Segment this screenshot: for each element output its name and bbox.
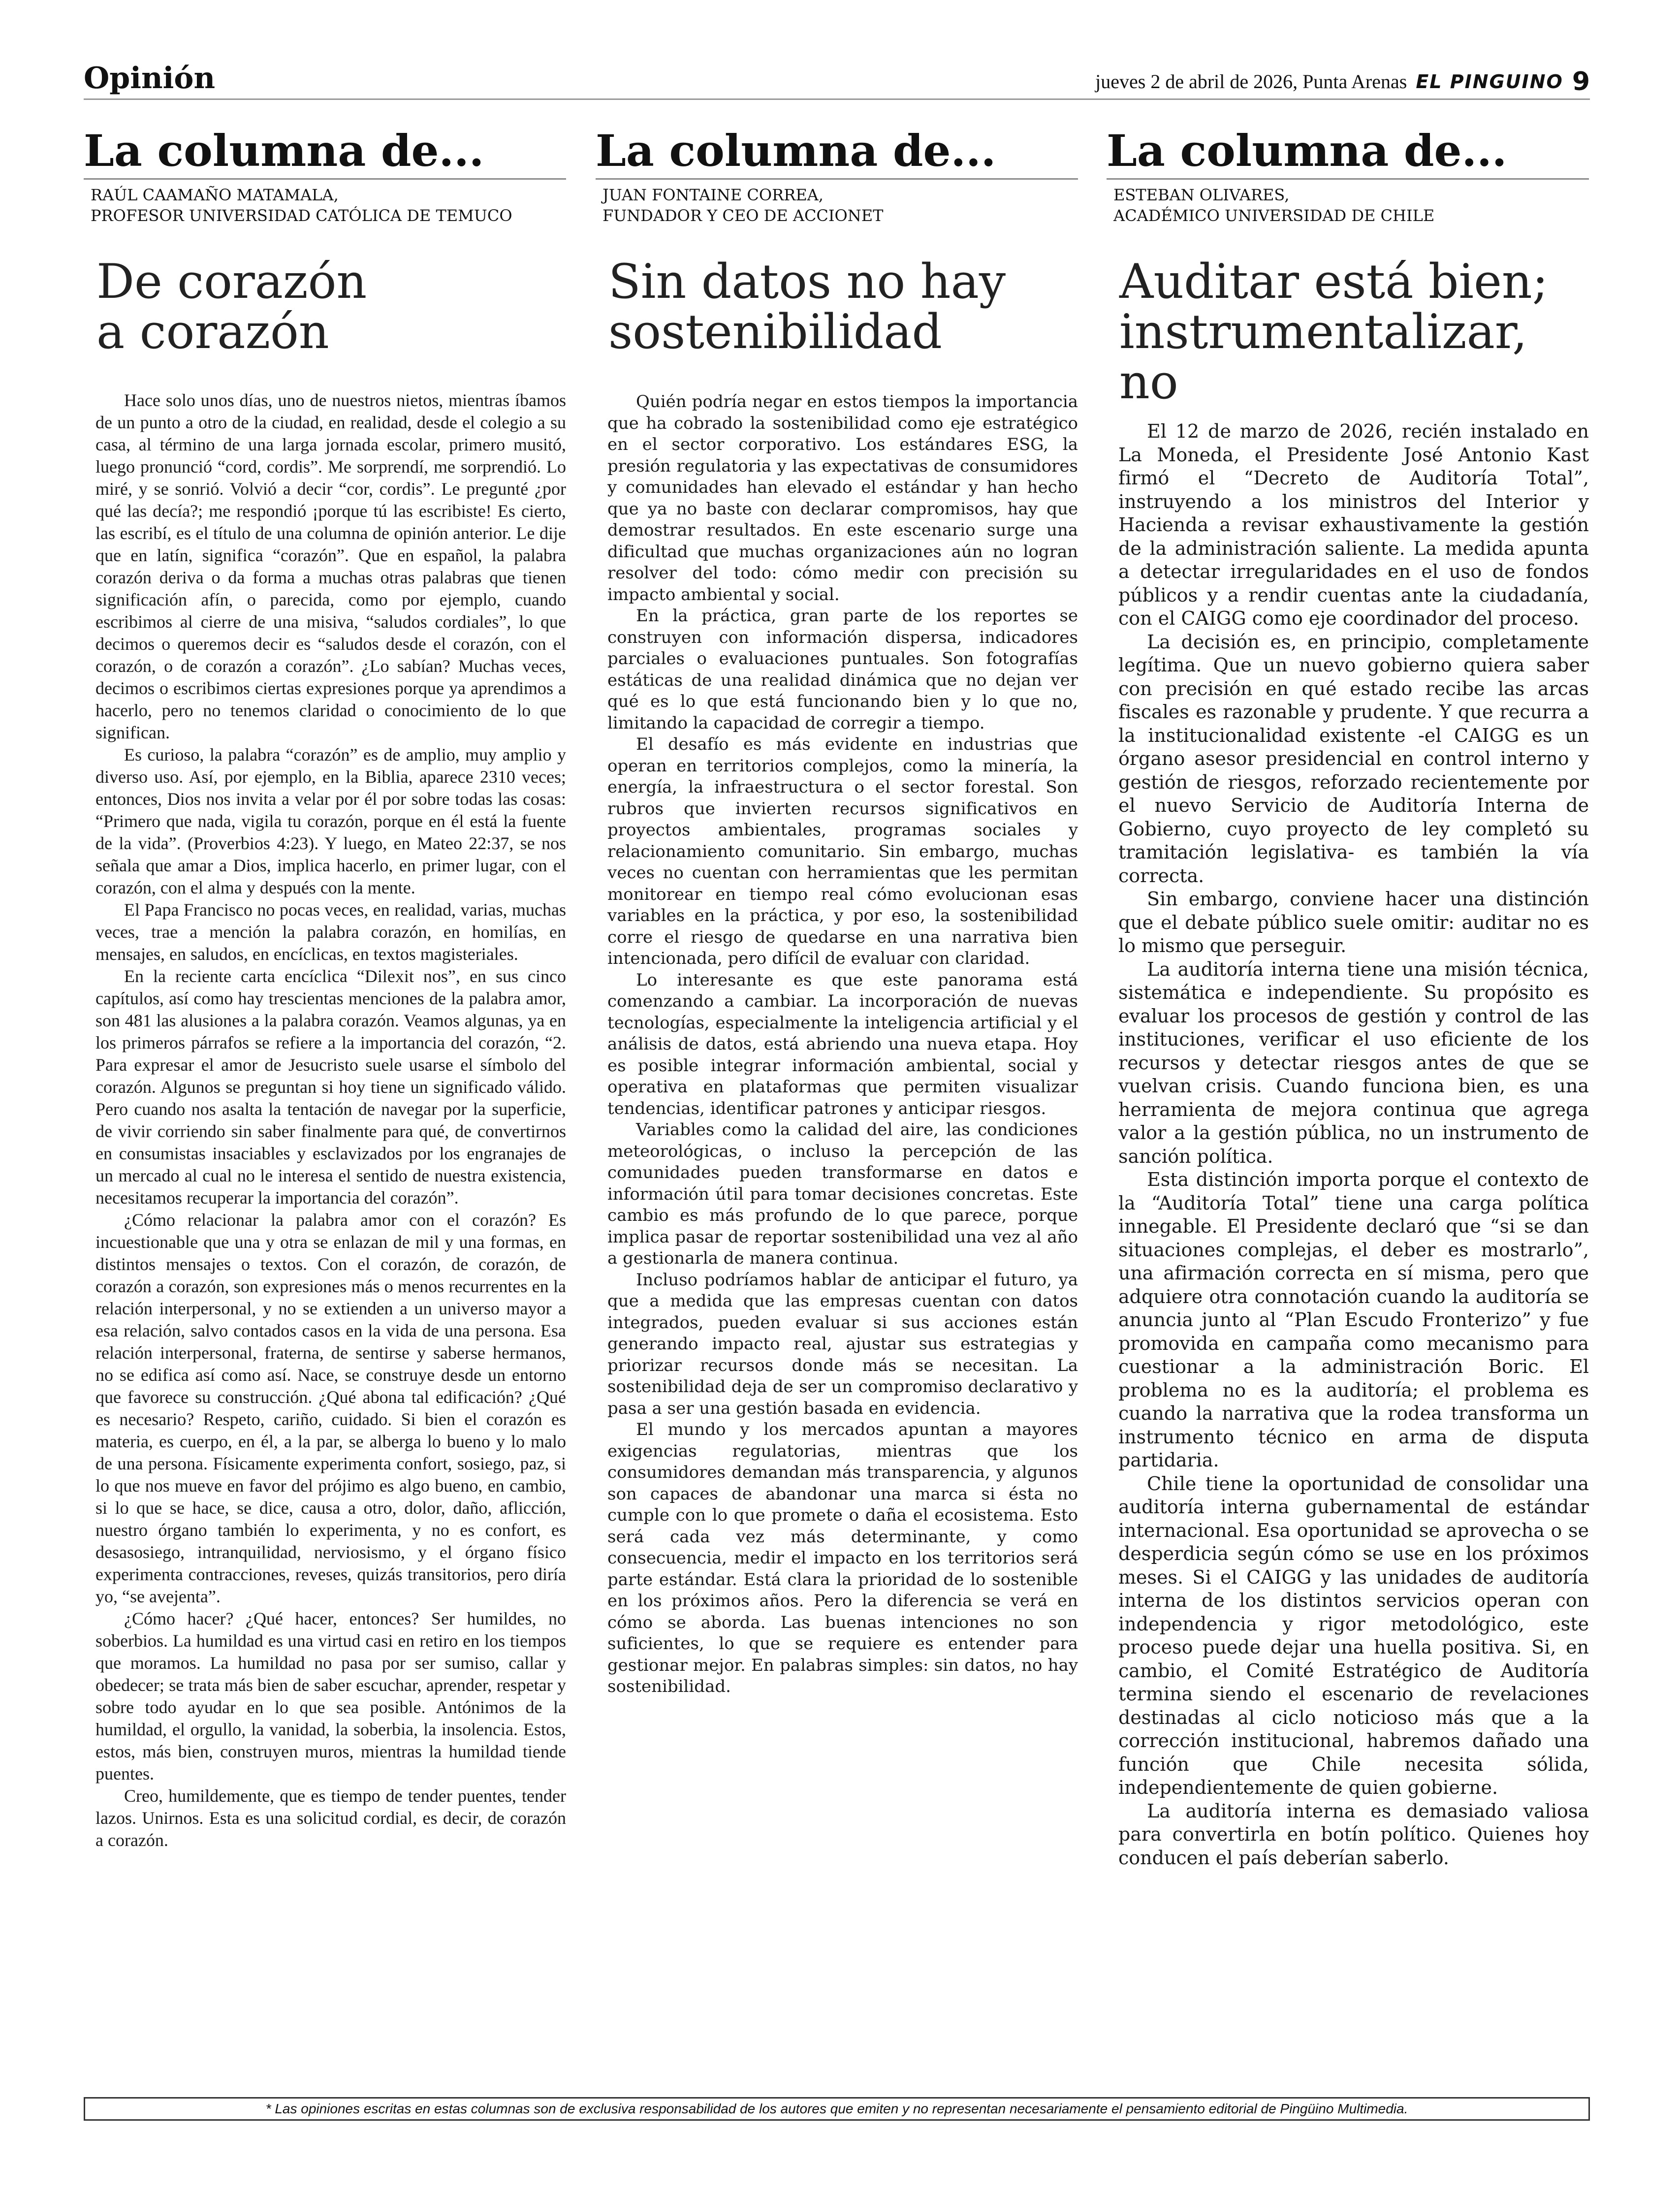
author-role: PROFESOR UNIVERSIDAD CATÓLICA DE TEMUCO — [91, 206, 512, 225]
headline-line: no — [1119, 354, 1178, 410]
body-paragraph: Quién podría negar en estos tiempos la importancia que ha cobrado la sostenibilidad como eje estratégico en el sector corporativo. Los estándares ESG, la presión regulatoria y las expectativas de consumidores y comunidades han elevado el estándar y han hecho que ya no baste con declarar compromisos, hay que demostrar resultados. En este escenario surge una dificultad que muchas organizaciones aún no logran resolver del todo: cómo medir con precisión su impacto ambiental y social. — [607, 392, 1078, 605]
headline-line: a corazón — [96, 304, 329, 359]
body-paragraph: Sin embargo, conviene hacer una distinción que el debate público suele omitir: auditar no es lo mismo que perseguir. — [1118, 888, 1589, 956]
column-headline — [96, 256, 566, 357]
headline-line: Auditar está bien; — [1119, 254, 1549, 309]
headline-line: instrumentalizar, — [1119, 304, 1527, 359]
body-paragraph: La decisión es, en principio, completamente legítima. Que un nuevo gobierno quiera saber con precisión en qué estado recibe las arcas fiscales es razonable y prudente. Y que recurra a la institucionalidad existente -el CAIGG es un órgano asesor presidencial en control interno y gestión de riesgos, reforzado recientemente por el nuevo Servicio de Auditoría Interna de Gobierno, cuyo proyecto de ley completó su tramitación legislativa- es también la vía correcta. — [1118, 631, 1589, 887]
body-paragraph: En la reciente carta encíclica “Dilexit nos”, en sus cinco capítulos, así como hay trescientas menciones de la palabra amor, son 481 las alusiones a la palabra corazón. Veamos algunas, ya en los primeros párrafos se refiere a la importancia del corazón, “2. Para expresar el amor de Jesucristo suele usarse el símbolo del corazón. Algunos se preguntan si hoy tiene un significado válido. Pero cuando nos asalta la tentación de navegar por la superficie, de vivir corriendo sin saber finalmente para qué, de convertirnos en consumistas insaciables y esclavizados por los engranajes de un mercado al cual no le interesa el sentido de nuestra existencia, necesitamos recuperar la importancia del corazón”. — [95, 966, 566, 1208]
page-number: 9 — [1572, 67, 1590, 96]
section-name: Opinión — [84, 61, 216, 96]
author-role: FUNDADOR Y CEO DE ACCIONET — [602, 206, 884, 225]
column-headline — [1119, 254, 1589, 410]
date-line: jueves 2 de abril de 2026, Punta Arenas — [1095, 70, 1407, 93]
column-kicker: La columna de... — [84, 129, 566, 180]
column-kicker: La columna de... — [1107, 129, 1589, 180]
body-paragraph: El desafío es más evidente en industrias que operan en territorios complejos, como la minería, la energía, la infraestructura o el sector forestal. Son rubros que invierten recursos significativos en proyectos ambientales, programas sociales y relacionamiento comunitario. Sin embargo, muchas veces no cuentan con herramientas que les permitan monitorear en tiempo real cómo evolucionan esas variables en la práctica, y por eso, la sostenibilidad corre el riesgo de quedarse en una narrativa bien intencionada, pero difícil de evaluar con claridad. — [607, 734, 1078, 968]
body-paragraph: Hace solo unos días, uno de nuestros nietos, mientras íbamos de un punto a otro de la ciudad, en realidad, desde el colegio a su casa, al término de una larga jornada escolar, primero musitó, luego pronunció “cord, cordis”. Me sorprendí, me sorprendió. Lo miré, y se sonrió. Volvió a decir “cor, cordis”. Le pregunté ¿por qué las decía?; me respondió ¡porque tú las escribiste! Es cierto, las escribí, es el título de una columna de opinión anterior. Le dije que en latín, significa “corazón”. Que en español, la palabra corazón deriva o da forma a muchas otras palabras que tienen significación afín, o parecida, como por ejemplo, cuando escribimos al cierre de una misiva, “saludos cordiales”, lo que decimos o queremos decir es “saludos desde el corazón, con el corazón, o de corazón a corazón”. ¿Lo sabían? Muchas veces, decimos o escribimos ciertas expresiones porque ya aprendimos a hacerlo, pero no tenemos claridad o conocimiento de lo que significan. — [95, 390, 566, 742]
body-paragraph: El 12 de marzo de 2026, recién instalado en La Moneda, el Presidente José Antonio Kast firmó el “Decreto de Auditoría Total”, instruyendo a los ministros del Interior y Hacienda a revisar exhaustivamente la gestión de la administración saliente. La medida apunta a detectar irregularidades en el uso de fondos públicos y a rendir cuentas ante la ciudadanía, con el CAIGG como eje coordinador del proceso. — [1118, 420, 1589, 629]
body-paragraph: ¿Cómo relacionar la palabra amor con el corazón? Es incuestionable que una y otra se enlazan de mil y una formas, en distintos mensajes o textos. Con el corazón, de corazón, de corazón a corazón, son expresiones más o menos recurrentes en la relación interpersonal, y no se extienden a un universo mayor a esa relación, salvo contados casos en la vida de una persona. Esa relación interpersonal, fraterna, de sentirse y saberse hermanos, no se edifica así como así. Nace, se construye desde un entorno que favorece su construcción. ¿Qué abona tal edificación? ¿Qué es necesario? Respeto, cariño, cuidado. Si bien el corazón es materia, es cuerpo, en él, a la par, se alberga lo bueno y lo malo de una persona. Físicamente experimenta confort, sosiego, paz, si lo que nos mueve en favor del prójimo es algo bueno, en cambio, si lo que se hace, se dice, causa a otro, dolor, daño, aflicción, nuestro órgano también lo experimenta, y no es confort, es desasosiego, intranquilidad, nerviosismo, y el órgano físico experimenta contracciones, reveses, quizás transitorios, pero diría yo, “se avejenta”. — [95, 1210, 566, 1606]
body-paragraph: ¿Cómo hacer? ¿Qué hacer, entonces? Ser humildes, no soberbios. La humildad es una virtud casi en retiro en los tiempos que moramos. La humildad no pasa por ser sumiso, callar y obedecer; se trata más bien de saber escuchar, aprender, respetar y sobre todo ayudar en lo que sea posible. Antónimos de la humildad, el orgullo, la vanidad, la soberbia, la insolencia. Estos, estos, más bien, construyen muros, mientras la humildad tiende puentes. — [95, 1609, 566, 1784]
column-author — [1113, 185, 1589, 226]
header-right — [1095, 65, 1590, 95]
opinion-column-1 — [84, 125, 566, 1851]
opinion-column-2 — [596, 125, 1078, 1698]
column-kicker: La columna de... — [596, 129, 1078, 180]
headline-line: De corazón — [96, 254, 367, 309]
author-name: ESTEBAN OLIVARES, — [1113, 186, 1290, 204]
headline-line: Sin datos no hay — [608, 254, 1006, 309]
body-paragraph: Esta distinción importa porque el contexto de la “Auditoría Total” tiene una carga política innegable. El Presidente declaró que “si se dan situaciones complejas, el deber es mostrarlo”, una afirmación correcta en sí misma, pero que adquiere otra connotación cuando la auditoría se anuncia junto al “Plan Escudo Fronterizo” y fue promovida en campaña como mecanismo para cuestionar a la administración Boric. El problema no es la auditoría; el problema es cuando la narrativa que la rodea transforma un instrumento técnico en arma de disputa partidaria. — [1118, 1169, 1589, 1471]
body-paragraph: En la práctica, gran parte de los reportes se construyen con información dispersa, indicadores parciales o evaluaciones puntuales. Son fotografías estáticas de una realidad dinámica que no dejan ver qué es lo que está funcionando bien y lo que no, limitando la capacidad de corregir a tiempo. — [607, 606, 1078, 733]
author-name: RAÚL CAAMAÑO MATAMALA, — [91, 186, 339, 204]
body-paragraph: La auditoría interna es demasiado valiosa para convertirla en botín político. Quienes hoy conducen el país deberían saberlo. — [1118, 1800, 1589, 1869]
author-name: JUAN FONTAINE CORREA, — [602, 186, 824, 204]
body-paragraph: Creo, humildemente, que es tiempo de tender puentes, tender lazos. Unirnos. Esta es una solicitud cordial, es decir, de corazón a corazón. — [95, 1786, 566, 1850]
body-paragraph: Variables como la calidad del aire, las condiciones meteorológicas, o incluso la percepción de las comunidades pueden transformarse en datos e información útil para tomar decisiones concretas. Este cambio es más profundo de lo que parece, porque implica pasar de reportar sostenibilidad una vez al año a gestionarla de manera continua. — [607, 1120, 1078, 1268]
body-paragraph: Es curioso, la palabra “corazón” es de amplio, muy amplio y diverso uso. Así, por ejemplo, en la Biblia, aparece 2310 veces; entonces, Dios nos invita a velar por él por sobre todas las cosas: “Primero que nada, vigila tu corazón, porque en él está la fuente de la vida”. (Proverbios 4:23). Y luego, en Mateo 22:37, se nos señala que amar a Dios, implica hacerlo, en primer lugar, con el corazón, con el alma y después con la mente. — [95, 745, 566, 897]
disclaimer-box — [84, 2097, 1590, 2121]
column-author — [602, 185, 1078, 226]
opinion-column-3 — [1107, 125, 1589, 1870]
newspaper-logo: EL PINGUINO — [1416, 71, 1563, 93]
body-paragraph: Incluso podríamos hablar de anticipar el futuro, ya que a medida que las empresas cuentan con datos integrados, pueden evaluar si sus acciones están generando impacto real, ajustar sus estrategias y priorizar recursos donde más se necesitan. La sostenibilidad deja de ser un compromiso declarativo y pasa a ser una gestión basada en evidencia. — [607, 1270, 1078, 1418]
body-paragraph: El mundo y los mercados apuntan a mayores exigencias regulatorias, mientras que los consumidores demandan más transparencia, y algunos son capaces de abandonar una marca si ésta no cumple con lo que promete o daña el ecosistema. Esto será cada vez más determinante, y como consecuencia, medir el impacto en los territorios será parte estándar. Está clara la prioridad de lo sostenible en los próximos años. Pero la diferencia se verá en cómo se aborda. Las buenas intenciones no son suficientes, lo que se requiere es entender para gestionar mejor. En palabras simples: sin datos, no hay sostenibilidad. — [607, 1420, 1078, 1696]
column-headline — [608, 256, 1078, 357]
page-header — [84, 58, 1590, 100]
column-body — [596, 391, 1078, 1698]
author-role: ACADÉMICO UNIVERSIDAD DE CHILE — [1113, 206, 1435, 225]
headline-line: sostenibilidad — [608, 304, 942, 359]
disclaimer-text: * Las opiniones escritas en estas columnas son de exclusiva responsabilidad de los autores que emiten y no representan necesariamente el pensamiento editorial de Pingüino Multimedia. — [265, 2101, 1408, 2116]
body-paragraph: Lo interesante es que este panorama está comenzando a cambiar. La incorporación de nuevas tecnologías, especialmente la inteligencia artificial y el análisis de datos, está abriendo una nueva etapa. Hoy es posible integrar información ambiental, social y operativa en plataformas que permiten visualizar tendencias, identificar patrones y anticipar riesgos. — [607, 970, 1078, 1118]
body-paragraph: Chile tiene la oportunidad de consolidar una auditoría interna gubernamental de estándar internacional. Esa oportunidad se aprovecha o se desperdicia según cómo se use en los próximos meses. Si el CAIGG y las unidades de auditoría interna de los distintos servicios operan con independencia y rigor metodológico, este proceso puede dejar una huella positiva. Si, en cambio, el Comité Estratégico de Auditoría termina siendo el escenario de revelaciones destinadas al ciclo noticioso más que a la corrección institucional, habremos dañado una función que Chile necesita sólida, independientemente de quien gobierne. — [1118, 1472, 1589, 1798]
body-paragraph: El Papa Francisco no pocas veces, en realidad, varias, muchas veces, trae a mención la palabra corazón, en homilías, en mensajes, en saludos, en encíclicas, en textos magisteriales. — [95, 900, 566, 964]
column-author — [91, 185, 566, 226]
body-paragraph: La auditoría interna tiene una misión técnica, sistemática e independiente. Su propósito es evaluar los procesos de gestión y control de las instituciones, verificar el uso eficiente de los recursos y detectar riesgos antes de que se vuelvan crisis. Cuando funciona bien, es una herramienta de mejora continua que agrega valor a la gestión pública, no un instrumento de sanción política. — [1118, 958, 1589, 1167]
column-body — [84, 389, 566, 1851]
column-body — [1107, 420, 1589, 1870]
